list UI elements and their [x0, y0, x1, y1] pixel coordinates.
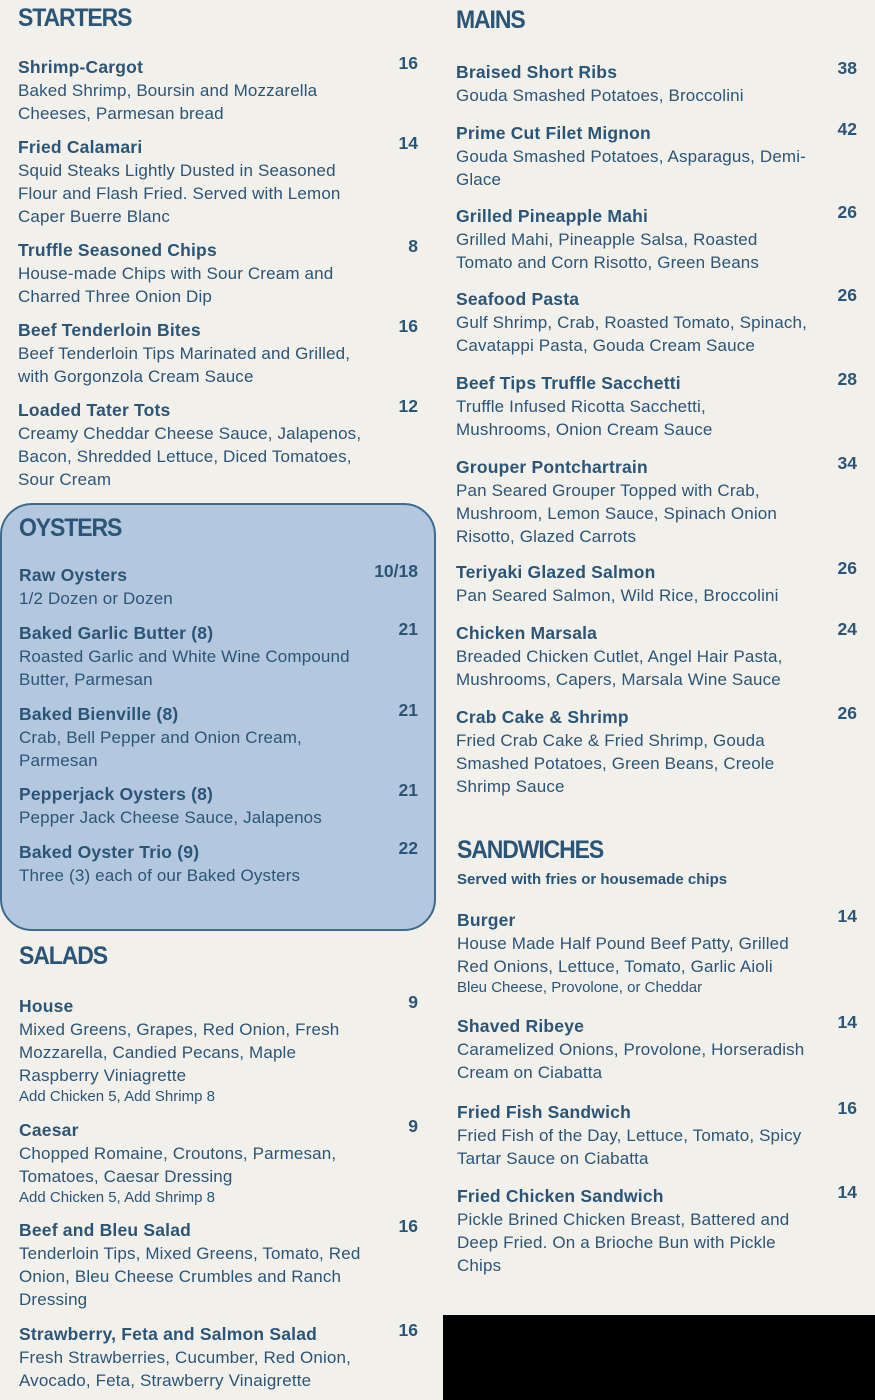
menu-item: [456, 202, 857, 274]
item-description: Mushrooms, Capers, Marsala Wine Sauce: [456, 670, 781, 689]
item-description: Truffle Infused Ricotta Sacchetti,: [456, 397, 706, 416]
item-price: 16: [398, 316, 418, 336]
item-description: Caramelized Onions, Provolone, Horseradish: [457, 1040, 805, 1059]
item-name: Seafood Pasta: [456, 289, 580, 309]
item-price: 14: [837, 1012, 857, 1032]
item-price: 34: [837, 453, 857, 473]
menu-item: [18, 316, 418, 388]
item-description: Gulf Shrimp, Crab, Roasted Tomato, Spinach,: [456, 313, 808, 332]
item-name: Burger: [457, 910, 516, 930]
menu-item: [457, 1182, 857, 1277]
section-heading-oysters: OYSTERS: [19, 514, 122, 542]
item-name: Beef and Bleu Salad: [19, 1220, 192, 1240]
menu-item: [18, 133, 418, 228]
item-description: Mushroom, Lemon Sauce, Spinach Onion: [456, 504, 778, 523]
section-heading-sandwiches: SANDWICHES: [457, 836, 604, 864]
item-description: Grilled Mahi, Pineapple Salsa, Roasted: [456, 230, 758, 249]
menu-item: [19, 1216, 418, 1311]
menu-item: [457, 906, 857, 997]
item-description: Squid Steaks Lightly Dusted in Seasoned: [18, 161, 336, 180]
item-description: Gouda Smashed Potatoes, Asparagus, Demi-: [456, 147, 806, 166]
item-description: Fresh Strawberries, Cucumber, Red Onion,: [19, 1348, 351, 1367]
item-description: House Made Half Pound Beef Patty, Grilled: [457, 934, 789, 953]
item-price: 9: [408, 1116, 418, 1136]
item-name: Grouper Pontchartrain: [456, 457, 648, 477]
item-name: Braised Short Ribs: [456, 62, 618, 82]
item-description: Cavatappi Pasta, Gouda Cream Sauce: [456, 336, 755, 355]
item-price: 26: [837, 558, 857, 578]
item-description: Glace: [456, 170, 502, 189]
item-description: Charred Three Onion Dip: [18, 287, 213, 306]
item-description: Dressing: [19, 1290, 88, 1309]
item-name: Crab Cake & Shrimp: [456, 707, 629, 727]
item-description: Pan Seared Grouper Topped with Crab,: [456, 481, 760, 500]
item-description: Raspberry Viniagrette: [19, 1066, 187, 1085]
item-price: 14: [837, 1182, 857, 1202]
menu-item: [456, 703, 857, 798]
item-description: 1/2 Dozen or Dozen: [19, 589, 173, 608]
item-name: Strawberry, Feta and Salmon Salad: [19, 1324, 318, 1344]
menu-item: [18, 236, 418, 308]
item-description: Tomatoes, Caesar Dressing: [19, 1167, 233, 1186]
menu-item: [19, 992, 418, 1106]
menu-item: [456, 119, 857, 191]
item-description: Cheeses, Parmesan bread: [18, 104, 224, 123]
item-description: Beef Tenderloin Tips Marinated and Grilled,: [18, 344, 351, 363]
item-price: 16: [398, 1320, 418, 1340]
menu-item: [19, 780, 418, 829]
item-name: Shrimp-Cargot: [18, 57, 144, 77]
item-price: 24: [837, 619, 857, 639]
menu-item: [457, 1012, 857, 1084]
menu-item: [456, 453, 857, 548]
item-description: Risotto, Glazed Carrots: [456, 527, 637, 546]
item-name: Caesar: [19, 1120, 79, 1140]
menu-item: [456, 619, 857, 691]
item-description: Mozzarella, Candied Pecans, Maple: [19, 1043, 297, 1062]
item-price: 22: [398, 838, 418, 858]
section-heading-mains: MAINS: [456, 6, 525, 34]
item-description: Onion, Bleu Cheese Crumbles and Ranch: [19, 1267, 342, 1286]
item-description: Cream on Ciabatta: [457, 1063, 603, 1082]
item-description: Breaded Chicken Cutlet, Angel Hair Pasta,: [456, 647, 783, 666]
section-heading-starters: STARTERS: [18, 4, 132, 32]
item-description: Pan Seared Salmon, Wild Rice, Broccolini: [456, 586, 779, 605]
item-price: 26: [837, 703, 857, 723]
item-price: 14: [837, 906, 857, 926]
item-price: 16: [837, 1098, 857, 1118]
item-name: Pepperjack Oysters (8): [19, 784, 214, 804]
item-description: Deep Fried. On a Brioche Bun with Pickle: [457, 1233, 776, 1252]
item-name: Baked Garlic Butter (8): [19, 623, 214, 643]
item-price: 9: [408, 992, 418, 1012]
item-description: Flour and Flash Fried. Served with Lemon: [18, 184, 341, 203]
menu-item: [19, 838, 418, 887]
item-note: Add Chicken 5, Add Shrimp 8: [19, 1189, 215, 1206]
item-name: Grilled Pineapple Mahi: [456, 206, 649, 226]
item-price: 26: [837, 285, 857, 305]
menu-item: [456, 285, 857, 357]
item-description: Mixed Greens, Grapes, Red Onion, Fresh: [19, 1020, 340, 1039]
item-price: 42: [837, 119, 857, 139]
item-price: 10/18: [374, 561, 418, 581]
redacted-block: [443, 1315, 875, 1400]
item-description: Mushrooms, Onion Cream Sauce: [456, 420, 713, 439]
item-price: 16: [398, 53, 418, 73]
menu-item: [19, 619, 418, 691]
menu-item: [19, 700, 418, 772]
item-name: Shaved Ribeye: [457, 1016, 585, 1036]
menu-item: [456, 58, 857, 107]
item-note: Add Chicken 5, Add Shrimp 8: [19, 1088, 215, 1105]
item-price: 12: [398, 396, 418, 416]
item-price: 28: [837, 369, 857, 389]
item-name: Beef Tips Truffle Sacchetti: [456, 373, 681, 393]
item-name: Baked Bienville (8): [19, 704, 179, 724]
item-price: 8: [408, 236, 418, 256]
item-description: Fried Crab Cake & Fried Shrimp, Gouda: [456, 731, 765, 750]
item-description: Sour Cream: [18, 470, 112, 489]
item-description: Parmesan: [19, 751, 98, 770]
section-heading-salads: SALADS: [19, 942, 107, 970]
item-price: 14: [398, 133, 418, 153]
item-name: Chicken Marsala: [456, 623, 598, 643]
item-description: Shrimp Sauce: [456, 777, 565, 796]
item-name: Fried Fish Sandwich: [457, 1102, 631, 1122]
item-description: Creamy Cheddar Cheese Sauce, Jalapenos,: [18, 424, 362, 443]
item-name: Fried Chicken Sandwich: [457, 1186, 664, 1206]
item-description: Avocado, Feta, Strawberry Vinaigrette: [19, 1371, 312, 1390]
item-note: Bleu Cheese, Provolone, or Cheddar: [457, 979, 703, 996]
section-subtitle: Served with fries or housemade chips: [457, 871, 728, 888]
item-name: Baked Oyster Trio (9): [19, 842, 200, 862]
menu-item: [18, 53, 418, 125]
item-description: Three (3) each of our Baked Oysters: [19, 866, 301, 885]
item-description: Caper Buerre Blanc: [18, 207, 170, 226]
item-description: Smashed Potatoes, Green Beans, Creole: [456, 754, 775, 773]
item-name: Truffle Seasoned Chips: [18, 240, 217, 260]
item-description: Tenderloin Tips, Mixed Greens, Tomato, Red: [19, 1244, 361, 1263]
item-description: Red Onions, Lettuce, Tomato, Garlic Aioli: [457, 957, 773, 976]
menu-item: [456, 369, 857, 441]
item-name: Teriyaki Glazed Salmon: [456, 562, 656, 582]
item-name: Prime Cut Filet Mignon: [456, 123, 651, 143]
item-description: Fried Fish of the Day, Lettuce, Tomato, Spicy: [457, 1126, 802, 1145]
item-description: Bacon, Shredded Lettuce, Diced Tomatoes,: [18, 447, 352, 466]
menu-item: [18, 396, 418, 491]
item-description: Crab, Bell Pepper and Onion Cream,: [19, 728, 302, 747]
item-description: Pepper Jack Cheese Sauce, Jalapenos: [19, 808, 322, 827]
item-name: Fried Calamari: [18, 137, 143, 157]
item-description: Chopped Romaine, Croutons, Parmesan,: [19, 1144, 337, 1163]
item-name: Loaded Tater Tots: [18, 400, 171, 420]
item-description: Baked Shrimp, Boursin and Mozzarella: [18, 81, 318, 100]
item-price: 38: [837, 58, 857, 78]
menu-item: [19, 1116, 418, 1207]
item-name: House: [19, 996, 74, 1016]
item-description: Gouda Smashed Potatoes, Broccolini: [456, 86, 744, 105]
item-description: Tartar Sauce on Ciabatta: [457, 1149, 649, 1168]
item-description: with Gorgonzola Cream Sauce: [18, 367, 254, 386]
item-price: 16: [398, 1216, 418, 1236]
item-price: 21: [398, 700, 418, 720]
menu-item: [456, 558, 857, 607]
item-description: House-made Chips with Sour Cream and: [18, 264, 334, 283]
item-description: Butter, Parmesan: [19, 670, 153, 689]
menu-item: [19, 1320, 418, 1392]
item-description: Roasted Garlic and White Wine Compound: [19, 647, 350, 666]
item-price: 26: [837, 202, 857, 222]
item-price: 21: [398, 780, 418, 800]
menu-item: [457, 1098, 857, 1170]
item-description: Pickle Brined Chicken Breast, Battered and: [457, 1210, 790, 1229]
item-name: Raw Oysters: [19, 565, 128, 585]
item-price: 21: [398, 619, 418, 639]
item-name: Beef Tenderloin Bites: [18, 320, 201, 340]
item-description: Tomato and Corn Risotto, Green Beans: [456, 253, 760, 272]
item-description: Chips: [457, 1256, 502, 1275]
menu-item: [19, 561, 418, 610]
